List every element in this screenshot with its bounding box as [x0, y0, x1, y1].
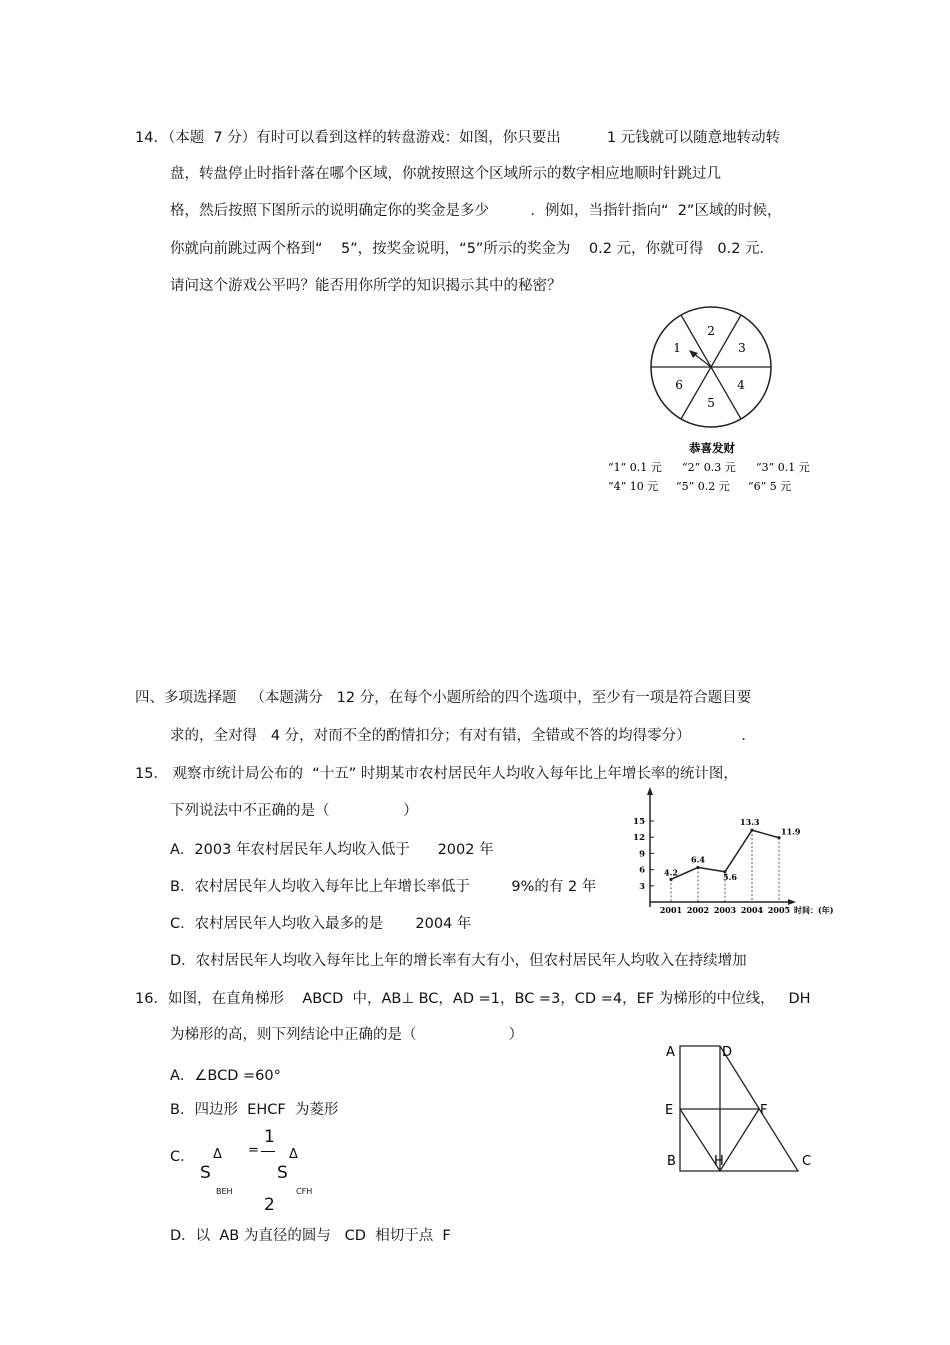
area-symbol-s1: S: [200, 1163, 211, 1183]
prize-3: “3” 0.1 元: [756, 461, 810, 474]
wheel-title: 恭喜发财: [689, 441, 735, 455]
prize-5: “5” 0.2 元: [676, 480, 730, 493]
spinner-wheel-figure: [590, 300, 850, 500]
x-tick-label: 2002: [686, 905, 710, 915]
q15-stem-1: 15． 观察市统计局公布的 “十五” 时期某市农村居民年人均收入每年比上年增长率的统计图，: [135, 766, 738, 782]
trapezoid-figure: [660, 1040, 840, 1180]
sector-5: 5: [707, 396, 715, 410]
q14-line-1: 14．（本题 7 分）有时可以看到这样的转盘游戏：如图，你只要出 1 元钱就可以随意地转动转: [135, 130, 781, 146]
q15-option-a: A．2003 年农村居民年人均收入低于 2002 年: [170, 842, 494, 858]
q14-line-4: 你就向前跳过两个格到“ 5”，按奖金说明，“5”所示的奖金为 0.2 元，你就可得 0.2 元．: [170, 241, 775, 257]
subscript-beh: BEH: [216, 1187, 233, 1196]
equals-sign: =: [248, 1143, 259, 1158]
sector-4: 4: [737, 378, 745, 392]
label-e: E: [665, 1103, 674, 1118]
y-tick-label: 6: [639, 865, 645, 876]
data-label: 13.3: [740, 817, 760, 828]
q16-stem-1: 16．如图，在直角梯形 ABCD 中，AB⊥ BC，AD =1，BC =3，CD =4，EF 为梯形的中位线， DH: [135, 991, 811, 1007]
x-tick-label: 2003: [713, 905, 737, 915]
data-label: 11.9: [781, 826, 801, 837]
q16-stem-2: 为梯形的高，则下列结论中正确的是（ ）: [170, 1027, 524, 1043]
data-point: [750, 829, 753, 832]
segment-fh: [720, 1109, 759, 1171]
prize-6: “6” 5 元: [748, 480, 792, 493]
q16-option-c-label: C．: [170, 1149, 195, 1165]
area-symbol-s2: S: [277, 1163, 288, 1183]
y-tick-label: 12: [633, 833, 645, 844]
y-tick-label: 15: [633, 817, 645, 827]
q16-option-d: D．以 AB 为直径的圆与 CD 相切于点 F: [170, 1228, 451, 1244]
x-tick-label: 2005: [767, 905, 791, 915]
x-tick-label: 2001: [659, 905, 683, 915]
prize-2: “2” 0.3 元: [682, 461, 736, 474]
fraction-numerator: 1: [264, 1127, 275, 1147]
label-d: D: [722, 1045, 733, 1060]
q15-stem-2: 下列说法中不正确的是（ ）: [170, 803, 418, 819]
label-h: H: [714, 1154, 724, 1169]
section-4-line-1: 四、多项选择题 （本题满分 12 分，在每个小题所给的四个选项中，至少有一项是符合题目要: [135, 690, 752, 706]
sector-6: 6: [675, 378, 683, 392]
data-label: 4.2: [664, 867, 678, 878]
y-axis-arrow: [647, 787, 653, 795]
sector-3: 3: [738, 341, 746, 355]
sector-1: 1: [673, 341, 681, 355]
label-b: B: [667, 1154, 676, 1169]
label-c: C: [802, 1154, 812, 1169]
y-tick-label: 9: [639, 849, 645, 860]
x-axis-label: 时间：(年): [794, 905, 834, 915]
y-tick-label: 3: [639, 881, 645, 892]
q16-option-a: A．∠BCD =60°: [170, 1068, 281, 1084]
data-point: [696, 866, 699, 869]
q16-option-b: B．四边形 EHCF 为菱形: [170, 1102, 339, 1118]
data-point: [669, 878, 672, 881]
fraction-bar: [261, 1151, 275, 1152]
data-label: 5.6: [723, 871, 737, 882]
fraction-denominator: 2: [264, 1195, 275, 1215]
growth-rate-chart: [620, 785, 840, 920]
q15-option-d: D．农村居民年人均收入每年比上年的增长率有大有小，但农村居民年人均收入在持续增加: [170, 953, 747, 969]
sector-2: 2: [707, 324, 715, 338]
triangle-symbol-2: Δ: [289, 1147, 298, 1162]
subscript-cfh: CFH: [296, 1187, 313, 1196]
prize-4: “4” 10 元: [608, 480, 659, 493]
q15-option-b: B．农村居民年人均收入每年比上年增长率低于 9%的有 2 年: [170, 879, 597, 895]
label-f: F: [760, 1103, 768, 1118]
data-label: 6.4: [691, 854, 705, 865]
q14-line-2: 盘，转盘停止时指针落在哪个区域，你就按照这个区域所示的数字相应地顺时针跳过几: [170, 166, 721, 182]
q14-line-3: 格，然后按照下图所示的说明确定你的奖金是多少 ．例如，当指针指向“ 2”区域的时候，: [170, 203, 782, 219]
x-tick-label: 2004: [740, 905, 764, 915]
triangle-symbol-1: Δ: [213, 1147, 222, 1162]
label-a: A: [666, 1045, 675, 1060]
q14-line-5: 请问这个游戏公平吗？能否用你所学的知识揭示其中的秘密？: [170, 278, 562, 294]
prize-1: “1” 0.1 元: [608, 461, 662, 474]
section-4-line-2: 求的，全对得 4 分，对而不全的酌情扣分；有对有错，全错或不答的均得零分） ．: [170, 728, 756, 744]
q15-option-c: C．农村居民年人均收入最多的是 2004 年: [170, 916, 472, 932]
